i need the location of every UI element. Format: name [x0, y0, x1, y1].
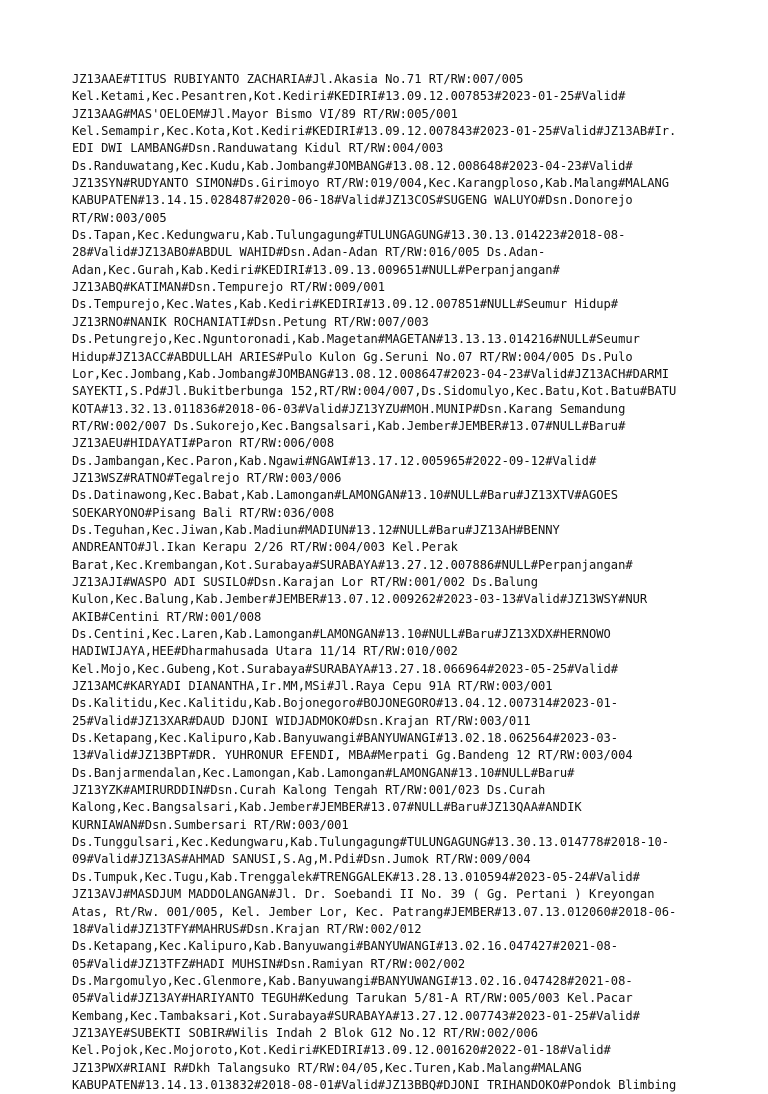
- text-line: KOTA#13.32.13.011836#2018-06-03#Valid#JZ13YZU#MOH.MUNIP#Dsn.Karang Semandung: [72, 401, 626, 416]
- text-line: Ds.Randuwatang,Kec.Kudu,Kab.Jombang#JOMBANG#13.08.12.008648#2023-04-23#Valid#: [72, 158, 633, 173]
- text-line: RT/RW:003/005: [72, 210, 167, 225]
- text-line: Ds.Margomulyo,Kec.Glenmore,Kab.Banyuwangi#BANYUWANGI#13.02.16.047428#2021-08-: [72, 973, 633, 988]
- text-line: JZ13AJI#WASPO ADI SUSILO#Dsn.Karajan Lor RT/RW:001/002 Ds.Balung: [72, 574, 538, 589]
- text-line: Atas, Rt/Rw. 001/005, Kel. Jember Lor, Kec. Patrang#JEMBER#13.07.13.012060#2018-06-: [72, 904, 677, 919]
- text-line: 13#Valid#JZ13BPT#DR. YUHRONUR EFENDI, MBA#Merpati Gg.Bandeng 12 RT/RW:003/004: [72, 748, 633, 763]
- text-line: Ds.Tunggulsari,Kec.Kedungwaru,Kab.Tulungagung#TULUNGAGUNG#13.30.13.014778#2018-10-: [72, 835, 670, 850]
- text-line: 09#Valid#JZ13AS#AHMAD SANUSI,S.Ag,M.Pdi#Dsn.Jumok RT/RW:009/004: [72, 852, 531, 867]
- text-line: JZ13AEU#HIDAYATI#Paron RT/RW:006/008: [72, 436, 335, 451]
- text-line: Kembang,Kec.Tambaksari,Kot.Surabaya#SURABAYA#13.27.12.007743#2023-01-25#Valid#: [72, 1008, 640, 1023]
- text-line: SAYEKTI,S.Pd#Jl.Bukitberbunga 152,RT/RW:004/007,Ds.Sidomulyo,Kec.Batu,Kot.Batu#BATU: [72, 384, 677, 399]
- text-line: RT/RW:002/007 Ds.Sukorejo,Kec.Bangsalsari,Kab.Jember#JEMBER#13.07#NULL#Baru#: [72, 418, 626, 433]
- text-line: Ds.Datinawong,Kec.Babat,Kab.Lamongan#LAMONGAN#13.10#NULL#Baru#JZ13XTV#AGOES: [72, 488, 619, 503]
- text-line: 18#Valid#JZ13TFY#MAHRUS#Dsn.Krajan RT/RW:002/012: [72, 921, 422, 936]
- text-line: Ds.Jambangan,Kec.Paron,Kab.Ngawi#NGAWI#13.17.12.005965#2022-09-12#Valid#: [72, 453, 597, 468]
- text-line: JZ13SYN#RUDYANTO SIMON#Ds.Girimoyo RT/RW:019/004,Kec.Karangploso,Kab.Malang#MALANG: [72, 176, 670, 191]
- text-line: Kel.Pojok,Kec.Mojoroto,Kot.Kediri#KEDIRI#13.09.12.001620#2022-01-18#Valid#: [72, 1043, 611, 1058]
- text-line: Kel.Mojo,Kec.Gubeng,Kot.Surabaya#SURABAYA#13.27.18.066964#2023-05-25#Valid#: [72, 661, 619, 676]
- text-line: 28#Valid#JZ13ABO#ABDUL WAHID#Dsn.Adan-Adan RT/RW:016/005 Ds.Adan-: [72, 245, 546, 260]
- text-line: JZ13RNO#NANIK ROCHANIATI#Dsn.Petung RT/RW:007/003: [72, 314, 429, 329]
- text-line: HADIWIJAYA,HEE#Dharmahusada Utara 11/14 RT/RW:010/002: [72, 644, 458, 659]
- text-line: KABUPATEN#13.14.15.028487#2020-06-18#Valid#JZ13COS#SUGENG WALUYO#Dsn.Donorejo: [72, 193, 633, 208]
- text-line: KURNIAWAN#Dsn.Sumbersari RT/RW:003/001: [72, 817, 349, 832]
- text-line: SOEKARYONO#Pisang Bali RT/RW:036/008: [72, 505, 335, 520]
- text-line: 05#Valid#JZ13TFZ#HADI MUHSIN#Dsn.Ramiyan RT/RW:002/002: [72, 956, 466, 971]
- text-line: Kulon,Kec.Balung,Kab.Jember#JEMBER#13.07.12.009262#2023-03-13#Valid#JZ13WSY#NUR: [72, 592, 648, 607]
- text-line: Hidup#JZ13ACC#ABDULLAH ARIES#Pulo Kulon Gg.Seruni No.07 RT/RW:004/005 Ds.Pulo: [72, 349, 633, 364]
- text-line: KABUPATEN#13.14.13.013832#2018-08-01#Valid#JZ13BBQ#DJONI TRIHANDOKO#Pondok Blimbing: [72, 1077, 677, 1092]
- text-line: Ds.Banjarmendalan,Kec.Lamongan,Kab.Lamongan#LAMONGAN#13.10#NULL#Baru#: [72, 765, 575, 780]
- document-text-block: [72, 71, 702, 1094]
- text-line: Ds.Petungrejo,Kec.Nguntoronadi,Kab.Magetan#MAGETAN#13.13.13.014216#NULL#Seumur: [72, 332, 640, 347]
- text-line: JZ13AVJ#MASDJUM MADDOLANGAN#Jl. Dr. Soebandi II No. 39 ( Gg. Pertani ) Kreyongan: [72, 887, 655, 902]
- text-line: Ds.Kalitidu,Kec.Kalitidu,Kab.Bojonegoro#BOJONEGORO#13.04.12.007314#2023-01-: [72, 696, 619, 711]
- text-line: 25#Valid#JZ13XAR#DAUD DJONI WIDJADMOKO#Dsn.Krajan RT/RW:003/011: [72, 713, 531, 728]
- text-line: Adan,Kec.Gurah,Kab.Kediri#KEDIRI#13.09.13.009651#NULL#Perpanjangan#: [72, 262, 560, 277]
- text-line: JZ13AYE#SUBEKTI SOBIR#Wilis Indah 2 Blok G12 No.12 RT/RW:002/006: [72, 1025, 538, 1040]
- text-line: JZ13AAG#MAS'OELOEM#Jl.Mayor Bismo VI/89 RT/RW:005/001: [72, 106, 458, 121]
- text-line: JZ13YZK#AMIRURDDIN#Dsn.Curah Kalong Tengah RT/RW:001/023 Ds.Curah: [72, 783, 546, 798]
- text-line: Kel.Semampir,Kec.Kota,Kot.Kediri#KEDIRI#13.09.12.007843#2023-01-25#Valid#JZ13AB#Ir.: [72, 124, 677, 139]
- text-line: Ds.Tempurejo,Kec.Wates,Kab.Kediri#KEDIRI#13.09.12.007851#NULL#Seumur Hidup#: [72, 297, 619, 312]
- text-line: JZ13ABQ#KATIMAN#Dsn.Tempurejo RT/RW:009/001: [72, 280, 386, 295]
- text-line: JZ13AAE#TITUS RUBIYANTO ZACHARIA#Jl.Akasia No.71 RT/RW:007/005: [72, 72, 524, 86]
- text-line: Ds.Tumpuk,Kec.Tugu,Kab.Trenggalek#TRENGGALEK#13.28.13.010594#2023-05-24#Valid#: [72, 869, 640, 884]
- text-line: EDI DWI LAMBANG#Dsn.Randuwatang Kidul RT/RW:004/003: [72, 141, 444, 156]
- text-line: ANDREANTO#Jl.Ikan Kerapu 2/26 RT/RW:004/003 Kel.Perak: [72, 540, 458, 555]
- text-line: Kel.Ketami,Kec.Pesantren,Kot.Kediri#KEDIRI#13.09.12.007853#2023-01-25#Valid#: [72, 89, 626, 104]
- text-line: Lor,Kec.Jombang,Kab.Jombang#JOMBANG#13.08.12.008647#2023-04-23#Valid#JZ13ACH#DARMI: [72, 366, 670, 381]
- text-line: Ds.Teguhan,Kec.Jiwan,Kab.Madiun#MADIUN#13.12#NULL#Baru#JZ13AH#BENNY: [72, 522, 560, 537]
- text-line: Ds.Ketapang,Kec.Kalipuro,Kab.Banyuwangi#BANYUWANGI#13.02.18.062564#2023-03-: [72, 731, 619, 746]
- text-line: Kalong,Kec.Bangsalsari,Kab.Jember#JEMBER#13.07#NULL#Baru#JZ13QAA#ANDIK: [72, 800, 582, 815]
- text-line: JZ13WSZ#RATNO#Tegalrejo RT/RW:003/006: [72, 470, 342, 485]
- text-line: AKIB#Centini RT/RW:001/008: [72, 609, 262, 624]
- text-line: 05#Valid#JZ13AY#HARIYANTO TEGUH#Kedung Tarukan 5/81-A RT/RW:005/003 Kel.Pacar: [72, 991, 633, 1006]
- text-line: JZ13PWX#RIANI R#Dkh Talangsuko RT/RW:04/05,Kec.Turen,Kab.Malang#MALANG: [72, 1060, 582, 1075]
- text-line: Ds.Centini,Kec.Laren,Kab.Lamongan#LAMONGAN#13.10#NULL#Baru#JZ13XDX#HERNOWO: [72, 627, 611, 641]
- text-line: Ds.Ketapang,Kec.Kalipuro,Kab.Banyuwangi#BANYUWANGI#13.02.16.047427#2021-08-: [72, 939, 619, 954]
- text-line: Barat,Kec.Krembangan,Kot.Surabaya#SURABAYA#13.27.12.007886#NULL#Perpanjangan#: [72, 557, 633, 572]
- text-line: Ds.Tapan,Kec.Kedungwaru,Kab.Tulungagung#TULUNGAGUNG#13.30.13.014223#2018-08-: [72, 228, 626, 243]
- text-line: JZ13AMC#KARYADI DIANANTHA,Ir.MM,MSi#Jl.Raya Cepu 91A RT/RW:003/001: [72, 679, 553, 694]
